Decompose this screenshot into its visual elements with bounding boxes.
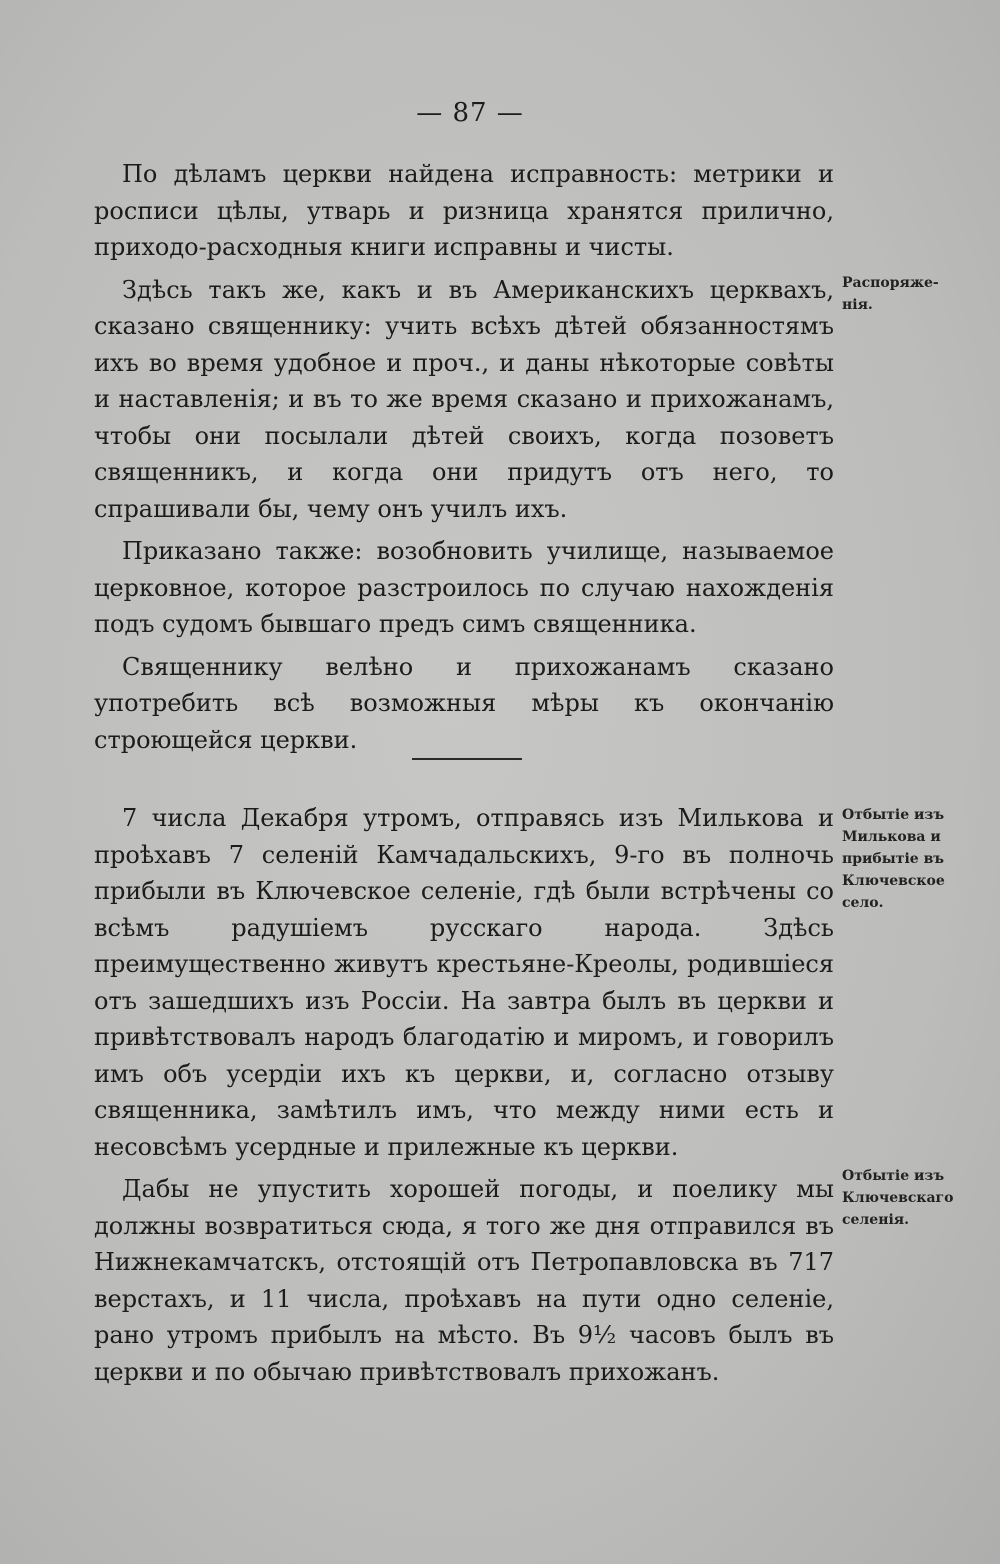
paragraph: Священнику велѣно и прихожанамъ сказано употребить всѣ возможныя мѣры къ окончанію строющейся церкви. [94,652,834,754]
paragraph: Приказано также: возобновить училище, называемое церковное, которое разстроилось по случаю нахожденія подъ судомъ бывшаго предъ симъ священника. [94,537,834,638]
section-divider [412,758,522,760]
paragraph: Дабы не упустить хорошей погоды, и поелику мы должны возвратиться сюда, я того же дня отправился въ Нижнекамчатскъ, отстоящій отъ Петропавловска въ 717 верстахъ, и 11 числа, проѣхавъ на пути одно селеніе, рано утромъ прибылъ на мѣсто. Въ 9½ часовъ былъ въ церкви и по обычаю привѣтствовалъ прихожанъ. [94,1175,834,1386]
margin-note: Распоряже- нія. [842,275,939,313]
paragraph: 7 числа Декабря утромъ, отправясь изъ Милькова и проѣхавъ 7 селеній Камчадальскихъ, 9-го въ полночь прибыли въ Ключевское селеніе, гдѣ были встрѣчены со всѣмъ радушіемъ русскаго народа. Здѣсь преимущественно живутъ крестьяне-Креолы, родившіеся отъ зашедшихъ изъ Россіи. На завтра былъ въ церкви и привѣтствовалъ народъ благодатію и миромъ, и говорилъ имъ объ усердіи ихъ къ церкви, и, согласно отзыву священника, замѣтилъ имъ, что между ними есть и несовсѣмъ усердные и прилежные къ церкви. [94,804,834,1161]
margin-note: Отбытіе изъ Милькова и прибытіе въ Ключевское село. [842,807,945,911]
text-block-bottom [94,800,834,1396]
margin-note: Отбытіе изъ Ключевскаго селенія. [842,1168,954,1228]
text-block-top [94,156,834,764]
paragraph: По дѣламъ церкви найдена исправность: метрики и росписи цѣлы, утварь и ризница хранятся прилично, приходо-расходныя книги исправны и чисты. [94,160,834,261]
paragraph: Здѣсь такъ же, какъ и въ Американскихъ церквахъ, сказано священнику: учить всѣхъ дѣтей обязанностямъ ихъ во время удобное и проч., и даны нѣкоторые совѣты и наставленія; и въ то же время сказано и прихожанамъ, чтобы они посылали дѣтей своихъ, когда позоветъ священникъ, и когда они придутъ отъ него, то спрашивали бы, чему онъ училъ ихъ. [94,275,834,523]
page-number: — 87 — [416,98,524,128]
